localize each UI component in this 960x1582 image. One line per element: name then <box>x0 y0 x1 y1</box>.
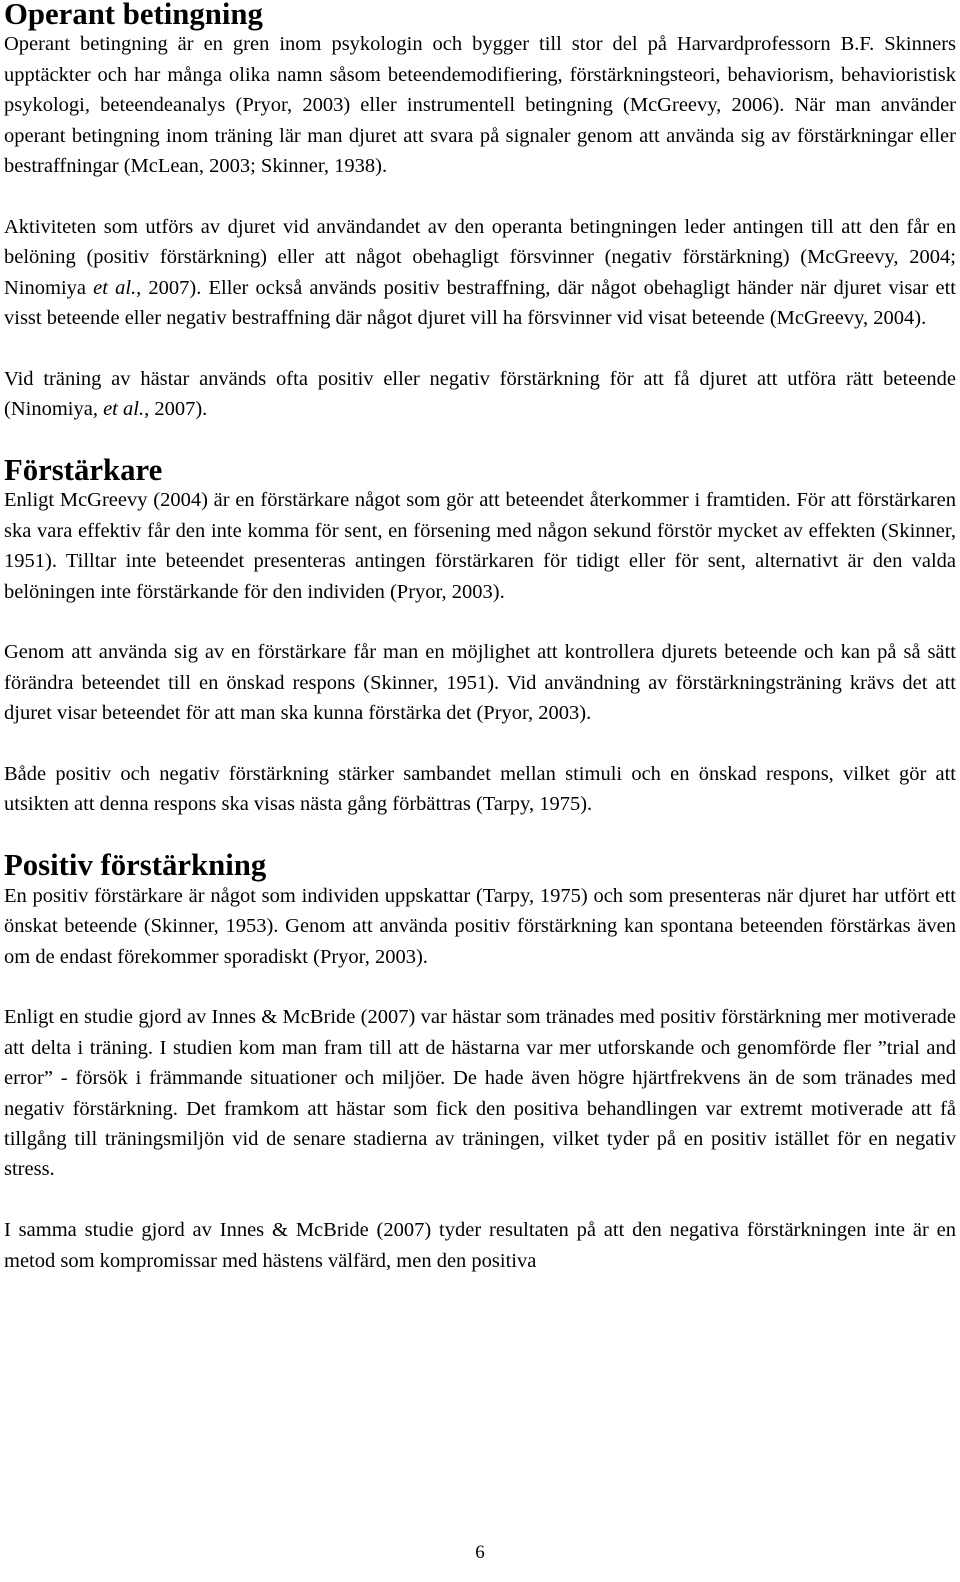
paragraph <box>4 1215 956 1276</box>
text-run: Både positiv och negativ förstärkning stärker sambandet mellan stimuli och en önskad respons, vilket gör att utsikten att denna respons ska visas nästa gång förbättras (Tarpy, 1975). <box>4 763 956 816</box>
italic-text-run: et al. <box>93 276 137 299</box>
paragraph <box>4 29 956 181</box>
text-run: En positiv förstärkare är något som individen uppskattar (Tarpy, 1975) och som presenteras när djuret har utfört ett önskat beteende (Skinner, 1953). Genom att använda positiv förstärkning kan spontana beteenden förstärkas även om de endast förekommer sporadiskt (Pryor, 2003). <box>4 884 956 968</box>
text-run: Aktiviteten som utförs av djuret vid användandet av den operanta betingningen leder antingen till att den får en belöning (positiv förstärkning) eller att något obehagligt försvinner (negativ förstärkning) (McGreevy, 2004; Ninomiya <box>4 215 956 299</box>
text-run: Genom att använda sig av en förstärkare får man en möjlighet att kontrollera djurets beteende och kan på så sätt förändra beteendet till en önskad respons (Skinner, 1951). Vid användning av förstärkningsträning krävs det att djuret visar beteendet för att man ska kunna förstärka det (Pryor, 2003). <box>4 641 956 725</box>
text-run: Enligt McGreevy (2004) är en förstärkare något som gör att beteendet återkommer i framtiden. För att förstärkaren ska vara effektiv får den inte komma för sent, en försening med någon sekund förstör mycket av effekten (Skinner, 1951). Tilltar inte beteendet presenteras antingen förstärkaren för tidigt eller för sent, alternativt är den valda belöningen inte förstärkande för den individen (Pryor, 2003). <box>4 489 956 603</box>
page-number: 6 <box>475 1542 485 1563</box>
text-run: Vid träning av hästar används ofta positiv eller negativ förstärkning för att få djuret att utföra rätt beteende (Ninomiya, <box>4 367 956 421</box>
text-run: , 2007). Eller också används positiv bestraffning, där något obehagligt händer när djuret visar ett visst beteende eller negativ bestraffning där något djuret vill ha försvinner vid visat beteende (McGreevy, 2004). <box>4 276 956 330</box>
text-run: Operant betingning är en gren inom psykologin och bygger till stor del på Harvardprofessorn B.F. Skinners upptäckter och har många olika namn såsom beteendemodifiering, förstärkningsteori, behaviorism, behavioristisk psykologi, beteendeanalys (Pryor, 2003) eller instrumentell betingning (McGreevy, 2006). När man använder operant betingning inom träning lär man djuret att svara på signaler genom att använda sig av förstärkningar eller bestraffningar (McLean, 2003; Skinner, 1938). <box>4 33 956 178</box>
paragraph <box>4 364 956 425</box>
paragraph <box>4 212 956 334</box>
section-heading-forstarkare: Förstärkare <box>4 453 163 488</box>
paragraph <box>4 1002 956 1184</box>
paragraph <box>4 637 956 728</box>
document-page <box>4 0 956 1276</box>
text-run: I samma studie gjord av Innes & McBride (2007) tyder resultaten på att den negativa förstärkningen inte är en metod som kompromissar med hästens välfärd, men den positiva <box>4 1219 956 1272</box>
paragraph <box>4 881 956 972</box>
text-run: , 2007). <box>144 398 208 421</box>
section-heading-positiv-forstarkning: Positiv förstärkning <box>4 848 267 883</box>
paragraph <box>4 759 956 820</box>
text-run: Enligt en studie gjord av Innes & McBride (2007) var hästar som tränades med positiv förstärkning mer motiverade att delta i träning. I studien kom man fram till att de hästarna var mer utforskande och genomförde fler ”trial and error” - försök i främmande situationer och miljöer. De hade även högre hjärtfrekvens än de som tränades med negativ förstärkning. Det framkom att hästar som fick den positiva behandlingen var extremt motiverade att få tillgång till träningsmiljön vid de senare stadierna av träningen, vilket tyder på en positiv istället för en negativ stress. <box>4 1006 956 1181</box>
section-heading-operant-betingning: Operant betingning <box>4 0 263 31</box>
paragraph <box>4 485 956 607</box>
italic-text-run: et al. <box>103 398 145 421</box>
